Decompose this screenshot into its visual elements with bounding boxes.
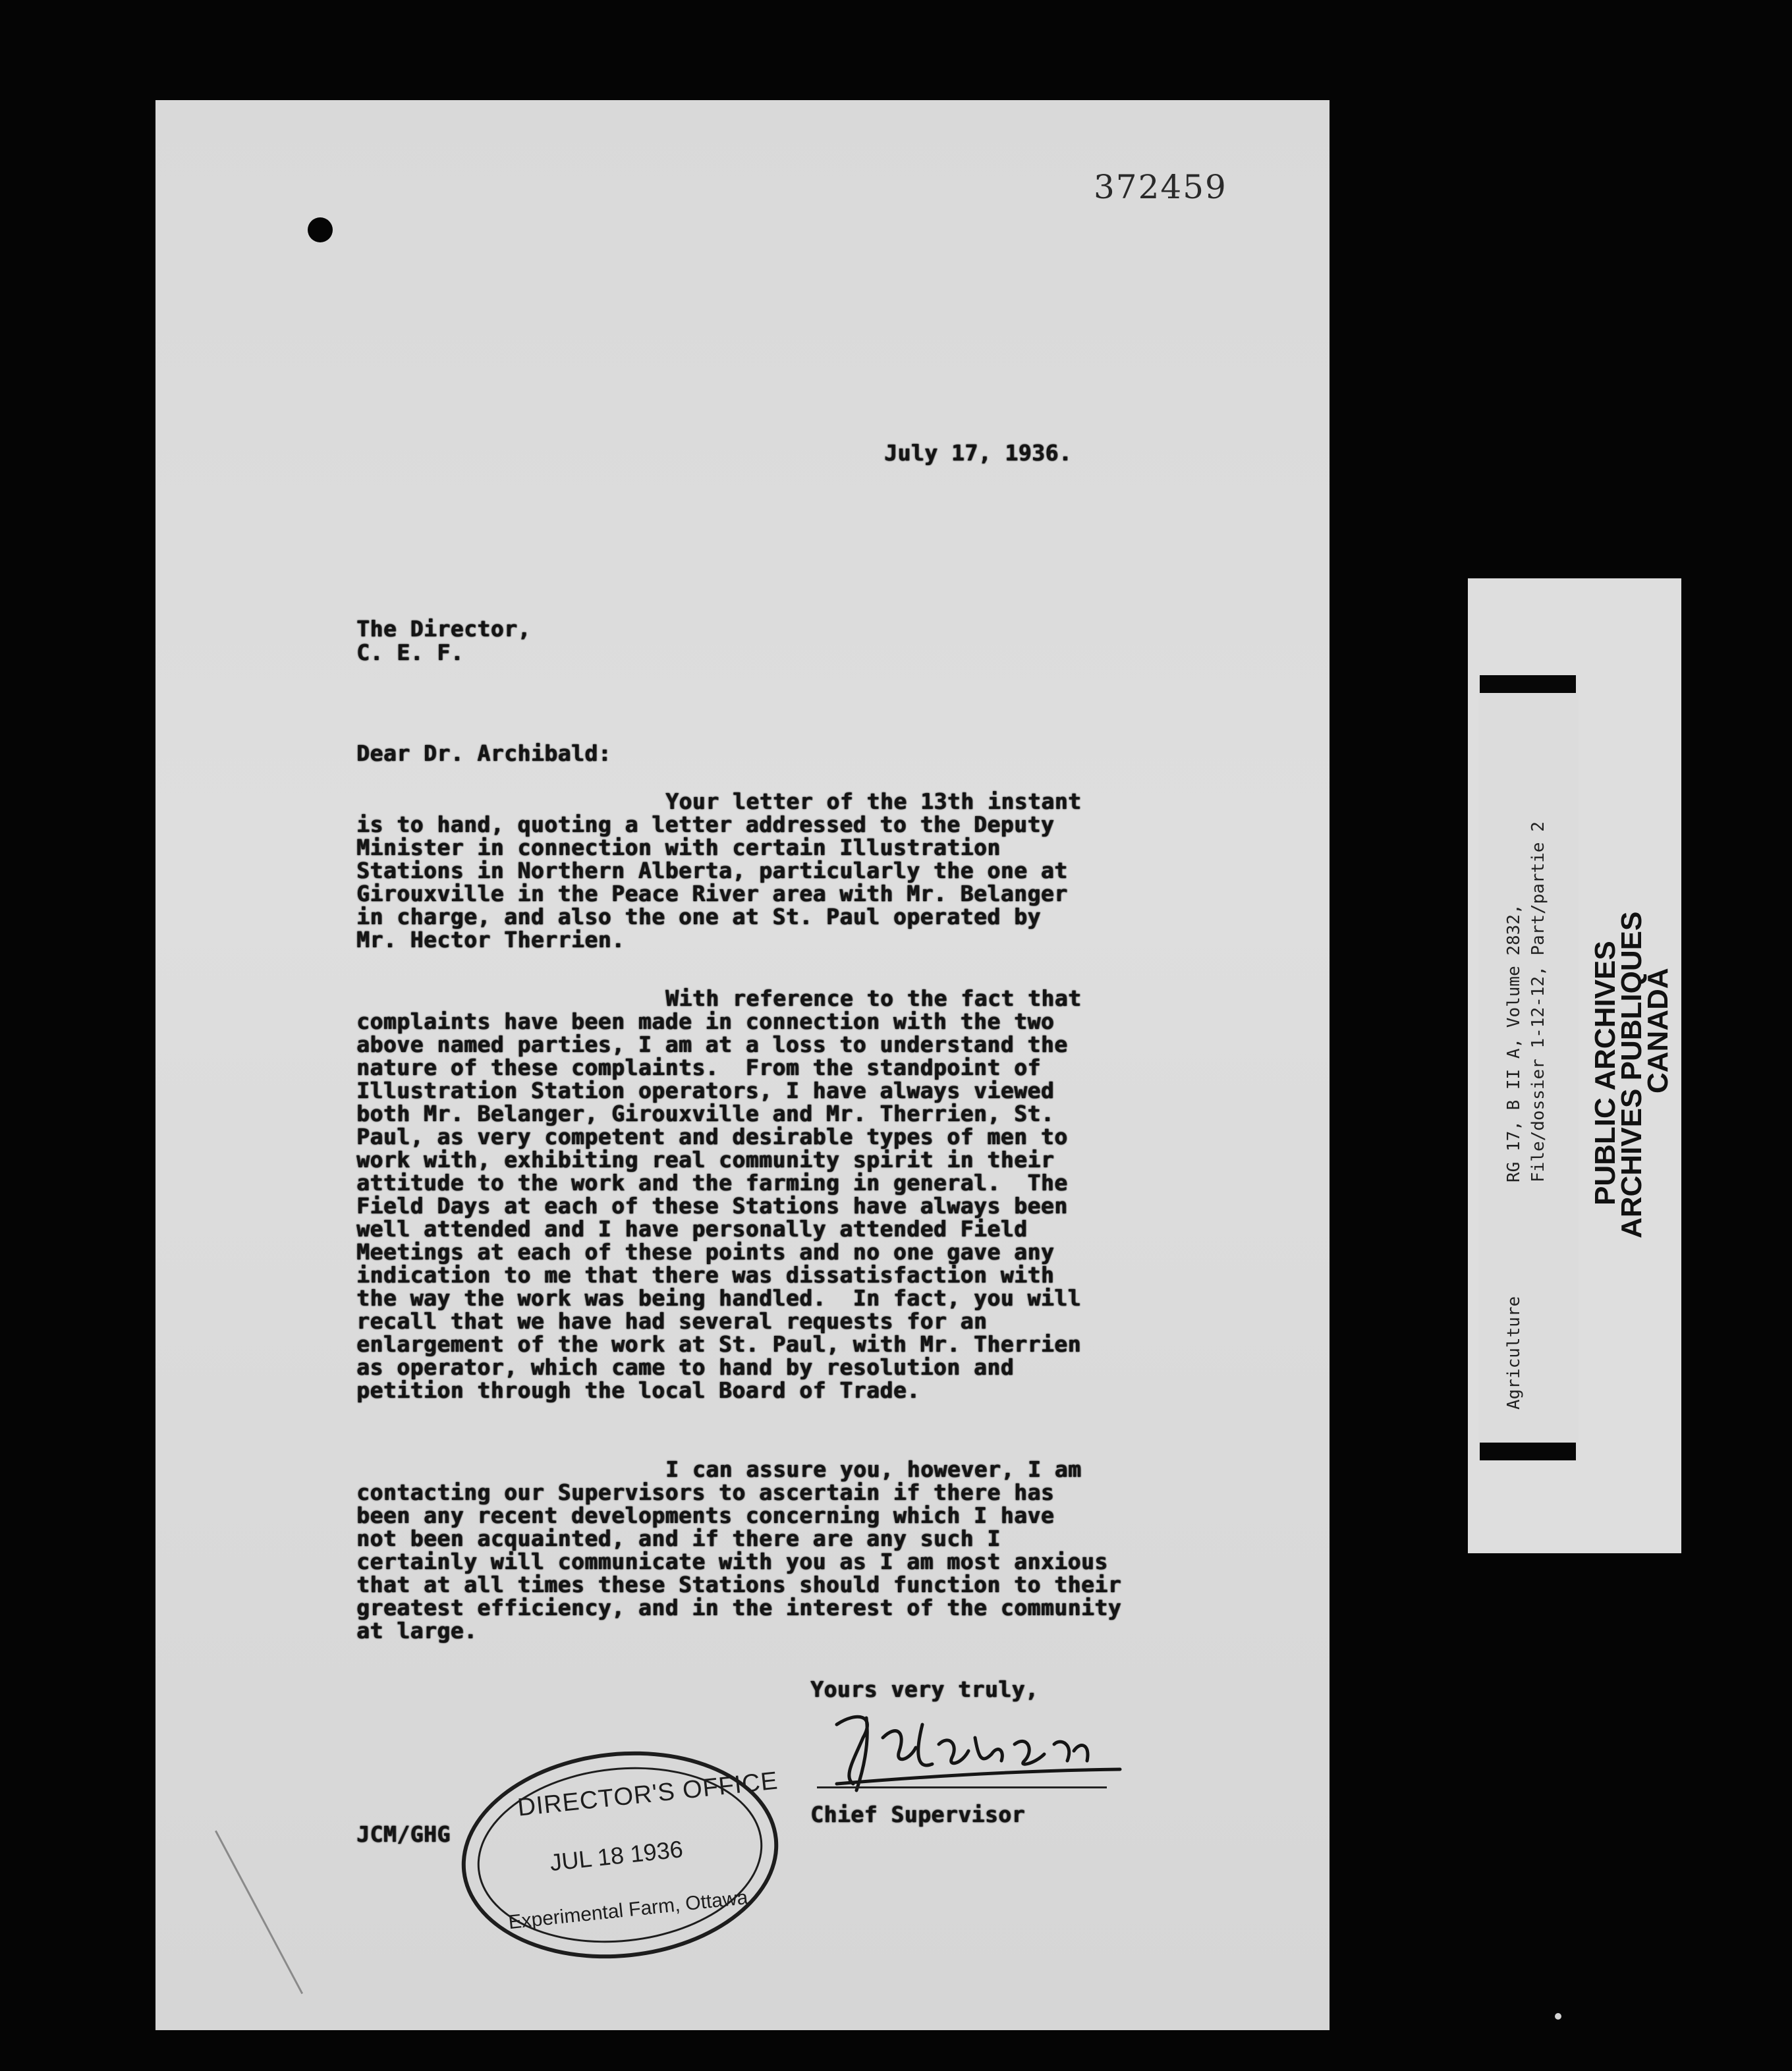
paragraph-1-line: Stations in Northern Alberta, particularly the one at xyxy=(356,858,1068,883)
recipient-line-2: C. E. F. xyxy=(356,640,464,665)
dust-speck xyxy=(1555,2013,1561,2020)
archive-category: Agriculture xyxy=(1504,1296,1524,1410)
paragraph-2-line: work with, exhibiting real community spirit in their xyxy=(356,1147,1055,1173)
paragraph-2-line: Paul, as very competent and desirable types of men to xyxy=(356,1124,1068,1149)
archive-institution-1: PUBLIC ARCHIVES xyxy=(1589,941,1621,1205)
recipient-line-1: The Director, xyxy=(356,616,531,642)
salutation: Dear Dr. Archibald: xyxy=(356,740,611,766)
paragraph-1-line: Mr. Hector Therrien. xyxy=(356,927,625,953)
paragraph-3-line: at large. xyxy=(356,1618,478,1643)
paragraph-1-line: Minister in connection with certain Illustration xyxy=(356,835,1001,860)
closing: Yours very truly, xyxy=(810,1676,1039,1702)
paragraph-2-line: petition through the local Board of Trade. xyxy=(356,1377,920,1403)
stamp-date: JUL 18 1936 xyxy=(548,1835,685,1877)
reference-initials: JCM/GHG xyxy=(356,1821,451,1847)
paragraph-3-line: certainly will communicate with you as I am most anxious xyxy=(356,1549,1108,1574)
paragraph-3-line: been any recent developments concerning which I have xyxy=(356,1503,1055,1528)
paragraph-1-line: Girouxville in the Peace River area with Mr. Belanger xyxy=(356,881,1068,906)
paragraph-2-first-line: With reference to the fact that xyxy=(665,985,1082,1011)
paragraph-1-first-line: Your letter of the 13th instant xyxy=(665,788,1082,814)
paragraph-2-line: Illustration Station operators, I have always viewed xyxy=(356,1078,1055,1103)
letter-date: July 17, 1936. xyxy=(884,440,1073,466)
paragraph-2-line: both Mr. Belanger, Girouxville and Mr. Therrien, St. xyxy=(356,1101,1055,1126)
paragraph-2-line: enlargement of the work at St. Paul, with Mr. Therrien xyxy=(356,1331,1081,1357)
paragraph-2-line: complaints have been made in connection with the two xyxy=(356,1008,1055,1034)
paragraph-2-line: as operator, which came to hand by resolution and xyxy=(356,1354,1015,1380)
paragraph-3-first-line: I can assure you, however, I am xyxy=(665,1456,1082,1482)
stamp-top-text: DIRECTOR'S OFFICE xyxy=(516,1767,779,1822)
paragraph-3-line: that at all times these Stations should function to their xyxy=(356,1572,1121,1597)
paragraph-2-line: above named parties, I am at a loss to understand the xyxy=(356,1032,1068,1057)
punch-hole xyxy=(308,217,333,242)
paragraph-1-line: in charge, and also the one at St. Paul operated by xyxy=(356,904,1041,929)
paragraph-2-line: well attended and I have personally attended Field xyxy=(356,1216,1028,1242)
paragraph-3-line: contacting our Supervisors to ascertain if there has xyxy=(356,1479,1055,1505)
archive-reference-2: File/dossier 1-12-12, Part/partie 2 xyxy=(1528,821,1548,1182)
paragraph-3-line: greatest efficiency, and in the interest of the community xyxy=(356,1595,1121,1620)
signature-line xyxy=(817,1786,1107,1788)
stamp-bottom-text: Experimental Farm, Ottawa. xyxy=(507,1886,754,1934)
archive-reference-1: RG 17, B II A, Volume 2832, xyxy=(1504,904,1524,1182)
paragraph-2-line: the way the work was being handled. In fact, you will xyxy=(356,1285,1081,1311)
paragraph-3-line: not been acquainted, and if there are any such I xyxy=(356,1526,1001,1551)
paragraph-2-line: indication to me that there was dissatisfaction with xyxy=(356,1262,1055,1288)
document-number: 372459 xyxy=(1094,168,1227,206)
paragraph-2-line: Meetings at each of these points and no one gave any xyxy=(356,1239,1055,1265)
archive-institution-2: ARCHIVES PUBLIQUES xyxy=(1615,911,1648,1238)
paragraph-2-line: nature of these complaints. From the standpoint of xyxy=(356,1055,1041,1080)
archive-institution-3: CANADA xyxy=(1642,968,1674,1093)
paragraph-2-line: recall that we have had several requests for an xyxy=(356,1308,988,1334)
signature-title: Chief Supervisor xyxy=(810,1802,1025,1827)
paragraph-2-line: Field Days at each of these Stations have always been xyxy=(356,1193,1068,1219)
paragraph-2-line: attitude to the work and the farming in general. The xyxy=(356,1170,1068,1196)
paragraph-1-line: is to hand, quoting a letter addressed to the Deputy xyxy=(356,812,1055,837)
